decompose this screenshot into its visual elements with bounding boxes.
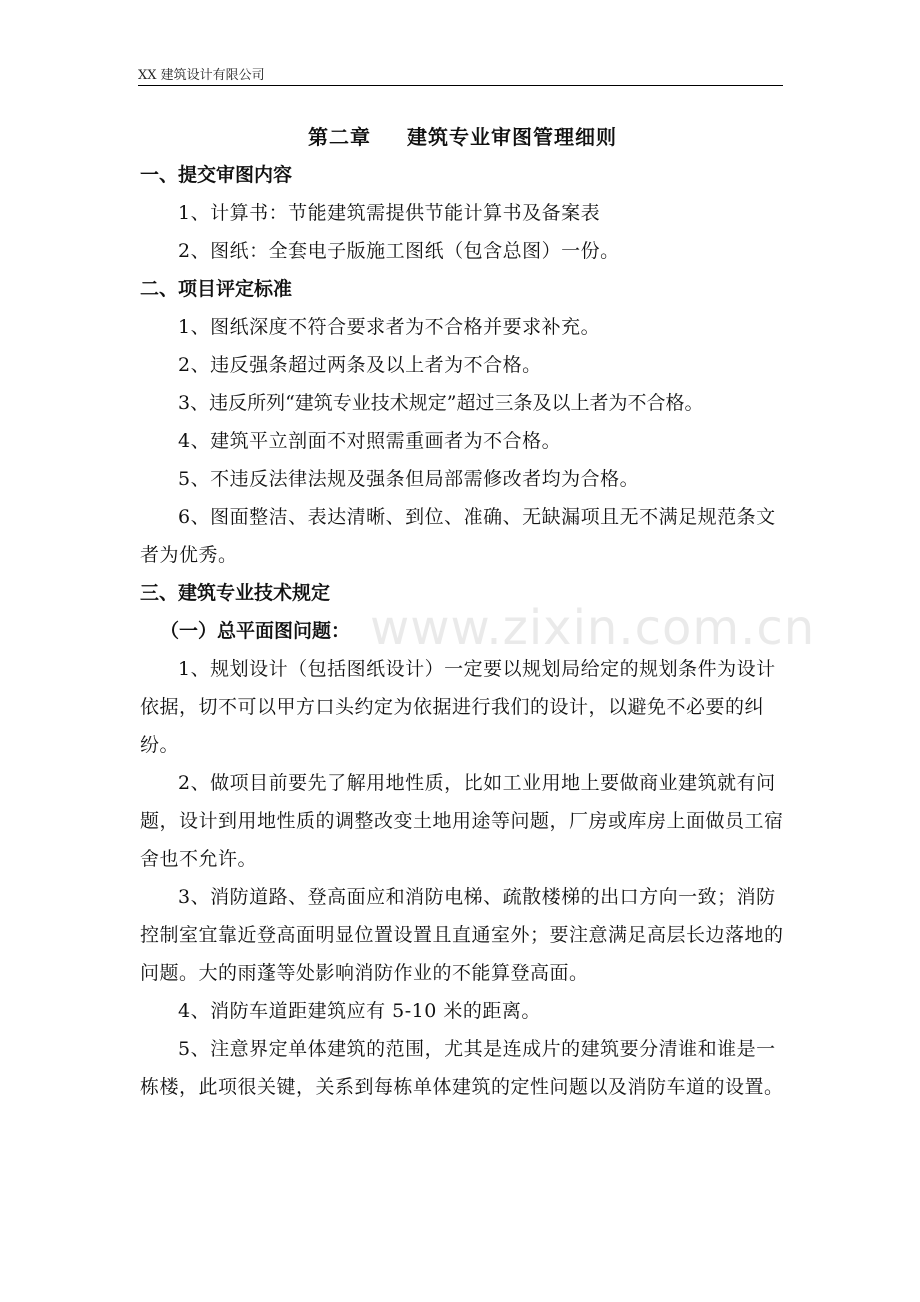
paragraph: 4、消防车道距建筑应有 5-10 米的距离。 [178, 1000, 541, 1022]
section-heading: 一、提交审图内容 [140, 164, 293, 186]
paragraph: 5、注意界定单体建筑的范围，尤其是连成片的建筑要分清谁和谁是一栋楼，此项很关键，关系到每栋单体建筑的定性问题以及消防车道的设置。 [140, 1038, 784, 1098]
watermark: www.zixin.com.cn [370, 600, 816, 656]
paragraph: 1、规划设计（包括图纸设计）一定要以规划局给定的规划条件为设计依据，切不可以甲方口头约定为依据进行我们的设计，以避免不必要的纠纷。 [140, 658, 776, 756]
paragraph: 1、计算书：节能建筑需提供节能计算书及备案表 [178, 202, 601, 224]
paragraph: 3、违反所列“建筑专业技术规定”超过三条及以上者为不合格。 [178, 392, 704, 414]
paragraph: 6、图面整洁、表达清晰、到位、准确、无缺漏项且无不满足规范条文者为优秀。 [140, 506, 776, 566]
chapter-name: 建筑专业审图管理细则 [407, 125, 617, 149]
section-heading: 二、项目评定标准 [140, 278, 293, 300]
subsection-heading: （一）总平面图问题： [160, 620, 351, 642]
paragraph: 2、图纸：全套电子版施工图纸（包含总图）一份。 [178, 240, 620, 262]
paragraph: 2、违反强条超过两条及以上者为不合格。 [178, 354, 542, 376]
chapter-number: 第二章 [308, 125, 371, 149]
paragraph: 5、不违反法律法规及强条但局部需修改者均为合格。 [178, 468, 640, 490]
chapter-title [140, 118, 785, 156]
section-heading: 三、建筑专业技术规定 [140, 582, 331, 604]
paragraph: 2、做项目前要先了解用地性质，比如工业用地上要做商业建筑就有问题，设计到用地性质的调整改变土地用途等问题，厂房或库房上面做员工宿舍也不允许。 [140, 772, 784, 870]
paragraph: 3、消防道路、登高面应和消防电梯、疏散楼梯的出口方向一致；消防控制室宜靠近登高面明显位置设置且直通室外；要注意满足高层长边落地的问题。大的雨蓬等处影响消防作业的不能算登高面。 [140, 886, 784, 984]
paragraph: 1、图纸深度不符合要求者为不合格并要求补充。 [178, 316, 601, 338]
page-content [140, 118, 785, 1106]
running-header: XX 建筑设计有限公司 [138, 68, 265, 83]
header-rule [138, 85, 783, 86]
paragraph: 4、建筑平立剖面不对照需重画者为不合格。 [178, 430, 562, 452]
